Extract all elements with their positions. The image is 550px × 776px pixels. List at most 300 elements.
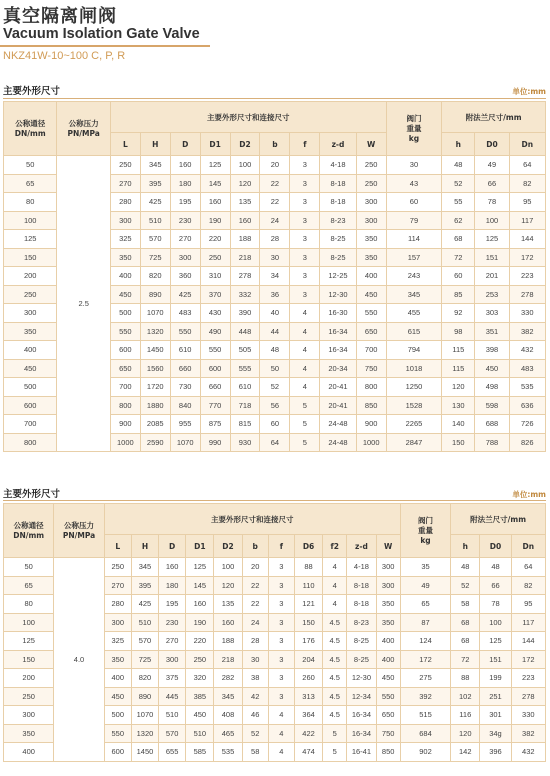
table-cell: 260 bbox=[294, 669, 322, 688]
table-cell: 200 bbox=[4, 669, 54, 688]
table-cell: 432 bbox=[511, 743, 545, 762]
table-cell: 251 bbox=[480, 687, 511, 706]
table-cell: 450 bbox=[110, 285, 140, 304]
table-cell: 700 bbox=[4, 415, 57, 434]
table-cell: 600 bbox=[110, 341, 140, 360]
table-cell: 160 bbox=[230, 211, 260, 230]
header-main-dimensions: 主要外形尺寸和连接尺寸 bbox=[110, 102, 386, 133]
table-cell: 85 bbox=[442, 285, 475, 304]
table-cell: 58 bbox=[242, 743, 268, 762]
table-cell: 400 bbox=[4, 743, 54, 762]
table-cell: 555 bbox=[230, 359, 260, 378]
column-header-l: L bbox=[104, 535, 131, 558]
table-cell: 300 bbox=[170, 248, 200, 267]
column-header-flange-h: h bbox=[451, 535, 480, 558]
table-cell: 3 bbox=[268, 595, 294, 614]
section-rule-2 bbox=[3, 500, 546, 501]
column-header-f: f bbox=[290, 133, 320, 156]
table-cell: 4 bbox=[290, 322, 320, 341]
table-cell: 280 bbox=[104, 595, 131, 614]
table-cell: 124 bbox=[400, 632, 450, 651]
table-cell: 1450 bbox=[131, 743, 158, 762]
table-cell: 1000 bbox=[110, 433, 140, 452]
table-cell: 345 bbox=[131, 558, 158, 577]
table-cell: 330 bbox=[511, 706, 545, 725]
table-cell: 650 bbox=[356, 322, 386, 341]
table-cell: 48 bbox=[442, 156, 475, 175]
table-cell: 270 bbox=[110, 174, 140, 193]
table-cell: 180 bbox=[170, 174, 200, 193]
table-cell: 34 bbox=[260, 267, 290, 286]
table-cell: 610 bbox=[230, 378, 260, 397]
table-cell: 3 bbox=[290, 174, 320, 193]
table-cell: 88 bbox=[451, 669, 480, 688]
table-cell: 88 bbox=[294, 558, 322, 577]
column-header-d1: D1 bbox=[200, 133, 230, 156]
table-cell: 30 bbox=[242, 650, 268, 669]
table-cell: 65 bbox=[4, 576, 54, 595]
table-cell: 58 bbox=[451, 595, 480, 614]
table-cell: 4-18 bbox=[320, 156, 356, 175]
column-header-f: f bbox=[268, 535, 294, 558]
table-cell: 500 bbox=[104, 706, 131, 725]
column-header-w: W bbox=[376, 535, 400, 558]
table-cell: 300 bbox=[4, 304, 57, 323]
table-cell: 100 bbox=[214, 558, 242, 577]
table-cell: 301 bbox=[480, 706, 511, 725]
table-cell: 300 bbox=[159, 650, 186, 669]
table-cell: 1070 bbox=[131, 706, 158, 725]
table-cell: 223 bbox=[511, 669, 545, 688]
table-cell: 150 bbox=[4, 248, 57, 267]
table-cell: 36 bbox=[260, 285, 290, 304]
table-cell: 12-30 bbox=[347, 669, 376, 688]
table-cell: 655 bbox=[159, 743, 186, 762]
table-cell: 445 bbox=[159, 687, 186, 706]
table-cell: 382 bbox=[509, 322, 545, 341]
table-cell: 660 bbox=[170, 359, 200, 378]
table-cell: 55 bbox=[442, 193, 475, 212]
table-cell: 199 bbox=[480, 669, 511, 688]
table-cell: 180 bbox=[159, 576, 186, 595]
table-cell: 788 bbox=[475, 433, 509, 452]
table-cell: 350 bbox=[104, 650, 131, 669]
table-cell: 230 bbox=[170, 211, 200, 230]
table-cell: 400 bbox=[356, 267, 386, 286]
table-cell: 142 bbox=[451, 743, 480, 762]
table-cell: 8-25 bbox=[320, 230, 356, 249]
table-cell: 510 bbox=[186, 724, 214, 743]
table-cell: 320 bbox=[186, 669, 214, 688]
table-cell: 278 bbox=[511, 687, 545, 706]
table-cell: 98 bbox=[442, 322, 475, 341]
table-cell: 465 bbox=[214, 724, 242, 743]
table-cell: 250 bbox=[356, 174, 386, 193]
table-cell: 22 bbox=[260, 174, 290, 193]
table-cell: 68 bbox=[451, 613, 480, 632]
table-cell: 422 bbox=[294, 724, 322, 743]
table-cell: 345 bbox=[386, 285, 442, 304]
table-cell: 135 bbox=[230, 193, 260, 212]
table-cell: 145 bbox=[200, 174, 230, 193]
table-cell: 160 bbox=[159, 558, 186, 577]
table-cell: 188 bbox=[214, 632, 242, 651]
table-cell: 3 bbox=[290, 156, 320, 175]
table-cell: 510 bbox=[131, 613, 158, 632]
table-cell: 350 bbox=[376, 595, 400, 614]
table-cell: 282 bbox=[214, 669, 242, 688]
table-cell: 250 bbox=[110, 156, 140, 175]
table-cell: 48 bbox=[451, 558, 480, 577]
table-cell: 35 bbox=[400, 558, 450, 577]
table-cell: 350 bbox=[4, 322, 57, 341]
table-row bbox=[4, 558, 546, 577]
table-cell: 425 bbox=[131, 595, 158, 614]
header-weight: 阀门 重量 kg bbox=[386, 102, 442, 156]
table-cell: 30 bbox=[386, 156, 442, 175]
table-cell: 80 bbox=[4, 595, 54, 614]
table-cell: 60 bbox=[386, 193, 442, 212]
column-header-d2: D2 bbox=[214, 535, 242, 558]
table-cell: 50 bbox=[4, 156, 57, 175]
table-cell: 400 bbox=[104, 669, 131, 688]
table-cell: 360 bbox=[170, 267, 200, 286]
table-cell: 125 bbox=[475, 230, 509, 249]
table-cell: 650 bbox=[110, 359, 140, 378]
column-header-d2: D2 bbox=[230, 133, 260, 156]
table-cell: 275 bbox=[400, 669, 450, 688]
table-cell: 270 bbox=[170, 230, 200, 249]
table-cell: 725 bbox=[131, 650, 158, 669]
table-cell: 172 bbox=[509, 248, 545, 267]
table-cell: 300 bbox=[110, 211, 140, 230]
table-cell: 100 bbox=[475, 211, 509, 230]
table-cell: 65 bbox=[4, 174, 57, 193]
table-cell: 20 bbox=[242, 558, 268, 577]
table-cell: 20-34 bbox=[320, 359, 356, 378]
table-cell: 350 bbox=[356, 248, 386, 267]
table-cell: 490 bbox=[200, 322, 230, 341]
table-cell: 600 bbox=[200, 359, 230, 378]
table-cell: 474 bbox=[294, 743, 322, 762]
table-cell: 600 bbox=[104, 743, 131, 762]
table-cell: 375 bbox=[159, 669, 186, 688]
table-cell: 535 bbox=[214, 743, 242, 762]
table-cell: 66 bbox=[480, 576, 511, 595]
table-cell: 351 bbox=[475, 322, 509, 341]
table-cell: 598 bbox=[475, 396, 509, 415]
table-cell: 730 bbox=[170, 378, 200, 397]
table-cell: 483 bbox=[170, 304, 200, 323]
table-cell: 770 bbox=[200, 396, 230, 415]
table-cell: 8-18 bbox=[320, 174, 356, 193]
table-cell: 840 bbox=[170, 396, 200, 415]
table-cell: 270 bbox=[159, 632, 186, 651]
table-cell: 120 bbox=[214, 576, 242, 595]
table-cell: 382 bbox=[511, 724, 545, 743]
table-cell: 8-23 bbox=[347, 613, 376, 632]
table-cell: 718 bbox=[230, 396, 260, 415]
column-header-flange-d0: D0 bbox=[480, 535, 511, 558]
table-cell: 300 bbox=[356, 193, 386, 212]
spec-table-1 bbox=[3, 101, 546, 452]
column-header-flange-h: h bbox=[442, 133, 475, 156]
table-cell: 450 bbox=[186, 706, 214, 725]
table-cell: 990 bbox=[200, 433, 230, 452]
table-cell: 300 bbox=[376, 576, 400, 595]
column-header-d: D bbox=[170, 133, 200, 156]
table-cell: 3 bbox=[268, 632, 294, 651]
spec-table-2 bbox=[3, 503, 546, 762]
table-cell: 3 bbox=[290, 248, 320, 267]
table-cell: 450 bbox=[475, 359, 509, 378]
table-cell: 28 bbox=[242, 632, 268, 651]
table-cell: 550 bbox=[170, 322, 200, 341]
table-cell: 615 bbox=[386, 322, 442, 341]
table-cell: 310 bbox=[200, 267, 230, 286]
header-flange-dimensions: 附法兰尺寸/mm bbox=[451, 504, 546, 535]
table-cell: 250 bbox=[200, 248, 230, 267]
table-cell: 1528 bbox=[386, 396, 442, 415]
table-cell: 110 bbox=[294, 576, 322, 595]
table-cell: 172 bbox=[511, 650, 545, 669]
table-cell: 46 bbox=[242, 706, 268, 725]
table-cell: 325 bbox=[104, 632, 131, 651]
table-cell: 395 bbox=[140, 174, 170, 193]
table-cell: 550 bbox=[356, 304, 386, 323]
unit-label-1: 单位:mm bbox=[512, 87, 546, 96]
table-cell: 64 bbox=[260, 433, 290, 452]
table-cell: 172 bbox=[400, 650, 450, 669]
page-title: 真空隔离闸阀 bbox=[3, 6, 117, 27]
column-header-flange-dn: Dn bbox=[509, 133, 545, 156]
table-cell: 425 bbox=[170, 285, 200, 304]
table-cell: 1720 bbox=[140, 378, 170, 397]
table-cell: 176 bbox=[294, 632, 322, 651]
header-pn: 公称压力 PN/MPa bbox=[57, 102, 110, 156]
table-cell: 44 bbox=[260, 322, 290, 341]
table-cell: 1000 bbox=[356, 433, 386, 452]
table-cell: 22 bbox=[242, 576, 268, 595]
table-cell: 49 bbox=[400, 576, 450, 595]
table-cell: 150 bbox=[294, 613, 322, 632]
table-cell: 448 bbox=[230, 322, 260, 341]
table-cell: 430 bbox=[200, 304, 230, 323]
table-cell: 700 bbox=[356, 341, 386, 360]
table-cell: 68 bbox=[451, 632, 480, 651]
pressure-value: 2.5 bbox=[57, 156, 110, 452]
table-cell: 117 bbox=[511, 613, 545, 632]
table-cell: 350 bbox=[356, 230, 386, 249]
table-cell: 4.5 bbox=[323, 650, 347, 669]
table-cell: 16-34 bbox=[320, 322, 356, 341]
table-cell: 16-41 bbox=[347, 743, 376, 762]
table-cell: 3 bbox=[290, 267, 320, 286]
table-cell: 300 bbox=[376, 558, 400, 577]
model-number: NKZ41W-10~100 C, P, R bbox=[3, 50, 126, 62]
table-cell: 78 bbox=[475, 193, 509, 212]
table-cell: 16-30 bbox=[320, 304, 356, 323]
table-cell: 95 bbox=[509, 193, 545, 212]
table-cell: 278 bbox=[509, 285, 545, 304]
table-cell: 201 bbox=[475, 267, 509, 286]
table-cell: 8-25 bbox=[320, 248, 356, 267]
table-cell: 515 bbox=[400, 706, 450, 725]
table-cell: 121 bbox=[294, 595, 322, 614]
table-cell: 68 bbox=[442, 230, 475, 249]
table-cell: 5 bbox=[290, 433, 320, 452]
table-cell: 4 bbox=[323, 576, 347, 595]
table-cell: 3 bbox=[268, 669, 294, 688]
table-cell: 364 bbox=[294, 706, 322, 725]
table-cell: 313 bbox=[294, 687, 322, 706]
table-cell: 200 bbox=[4, 267, 57, 286]
table-cell: 125 bbox=[4, 230, 57, 249]
table-cell: 79 bbox=[386, 211, 442, 230]
table-cell: 220 bbox=[200, 230, 230, 249]
table-cell: 50 bbox=[4, 558, 54, 577]
table-cell: 550 bbox=[110, 322, 140, 341]
table-cell: 875 bbox=[200, 415, 230, 434]
table-cell: 135 bbox=[214, 595, 242, 614]
table-cell: 125 bbox=[186, 558, 214, 577]
table-cell: 12-25 bbox=[320, 267, 356, 286]
table-cell: 3 bbox=[268, 613, 294, 632]
table-cell: 345 bbox=[140, 156, 170, 175]
table-cell: 52 bbox=[260, 378, 290, 397]
table-cell: 78 bbox=[480, 595, 511, 614]
table-cell: 5 bbox=[290, 415, 320, 434]
unit-label-2: 单位:mm bbox=[512, 490, 546, 499]
table-cell: 22 bbox=[260, 193, 290, 212]
table-cell: 223 bbox=[509, 267, 545, 286]
table-cell: 8-25 bbox=[347, 650, 376, 669]
table-cell: 195 bbox=[159, 595, 186, 614]
table-cell: 24-48 bbox=[320, 415, 356, 434]
table-cell: 900 bbox=[110, 415, 140, 434]
table-cell: 930 bbox=[230, 433, 260, 452]
table-cell: 42 bbox=[242, 687, 268, 706]
table-cell: 100 bbox=[4, 211, 57, 230]
table-cell: 498 bbox=[475, 378, 509, 397]
table-cell: 16-34 bbox=[320, 341, 356, 360]
table-cell: 72 bbox=[451, 650, 480, 669]
table-cell: 1450 bbox=[140, 341, 170, 360]
table-cell: 150 bbox=[442, 433, 475, 452]
table-cell: 250 bbox=[186, 650, 214, 669]
column-header-d: D bbox=[159, 535, 186, 558]
table-cell: 2265 bbox=[386, 415, 442, 434]
table-cell: 100 bbox=[4, 613, 54, 632]
table-cell: 636 bbox=[509, 396, 545, 415]
table-cell: 24 bbox=[260, 211, 290, 230]
table-cell: 300 bbox=[104, 613, 131, 632]
table-cell: 4 bbox=[290, 341, 320, 360]
table-cell: 114 bbox=[386, 230, 442, 249]
column-header-d1: D1 bbox=[186, 535, 214, 558]
section-title-2: 主要外形尺寸 bbox=[3, 489, 61, 500]
table-cell: 345 bbox=[214, 687, 242, 706]
pressure-value: 4.0 bbox=[54, 558, 104, 762]
table-cell: 1320 bbox=[131, 724, 158, 743]
table-cell: 8-23 bbox=[320, 211, 356, 230]
section-rule-1 bbox=[3, 98, 546, 99]
table-cell: 400 bbox=[376, 632, 400, 651]
table-cell: 570 bbox=[159, 724, 186, 743]
table-cell: 22 bbox=[242, 595, 268, 614]
column-header-flange-d0: D0 bbox=[475, 133, 509, 156]
column-header-h: H bbox=[131, 535, 158, 558]
table-cell: 688 bbox=[475, 415, 509, 434]
table-cell: 62 bbox=[442, 211, 475, 230]
table-cell: 120 bbox=[451, 724, 480, 743]
table-cell: 52 bbox=[442, 174, 475, 193]
table-cell: 684 bbox=[400, 724, 450, 743]
table-cell: 66 bbox=[475, 174, 509, 193]
table-cell: 750 bbox=[356, 359, 386, 378]
table-cell: 408 bbox=[214, 706, 242, 725]
table-cell: 350 bbox=[110, 248, 140, 267]
table-cell: 392 bbox=[400, 687, 450, 706]
table-cell: 890 bbox=[140, 285, 170, 304]
table-cell: 826 bbox=[509, 433, 545, 452]
table-cell: 190 bbox=[200, 211, 230, 230]
table-cell: 4.5 bbox=[323, 632, 347, 651]
table-cell: 116 bbox=[451, 706, 480, 725]
table-cell: 243 bbox=[386, 267, 442, 286]
table-cell: 24 bbox=[242, 613, 268, 632]
table-cell: 610 bbox=[170, 341, 200, 360]
table-cell: 900 bbox=[356, 415, 386, 434]
column-header-z-d: z-d bbox=[347, 535, 376, 558]
table-cell: 455 bbox=[386, 304, 442, 323]
table-cell: 332 bbox=[230, 285, 260, 304]
table-cell: 5 bbox=[323, 743, 347, 762]
table-cell: 510 bbox=[159, 706, 186, 725]
table-cell: 550 bbox=[376, 687, 400, 706]
table-cell: 140 bbox=[442, 415, 475, 434]
table-cell: 270 bbox=[104, 576, 131, 595]
table-cell: 4 bbox=[268, 743, 294, 762]
table-cell: 115 bbox=[442, 359, 475, 378]
table-cell: 535 bbox=[509, 378, 545, 397]
table-cell: 500 bbox=[110, 304, 140, 323]
title-underline bbox=[0, 45, 210, 47]
table-cell: 12-34 bbox=[347, 687, 376, 706]
table-row bbox=[4, 156, 546, 175]
table-cell: 4 bbox=[290, 304, 320, 323]
header-dn: 公称通径 DN/mm bbox=[4, 504, 54, 558]
table-cell: 120 bbox=[442, 378, 475, 397]
table-cell: 48 bbox=[480, 558, 511, 577]
table-cell: 325 bbox=[110, 230, 140, 249]
table-cell: 65 bbox=[400, 595, 450, 614]
column-header-b: b bbox=[260, 133, 290, 156]
page-subtitle: Vacuum Isolation Gate Valve bbox=[3, 26, 200, 42]
column-header-d6: D6 bbox=[294, 535, 322, 558]
table-cell: 100 bbox=[480, 613, 511, 632]
column-header-w: W bbox=[356, 133, 386, 156]
table-cell: 60 bbox=[260, 415, 290, 434]
table-cell: 218 bbox=[230, 248, 260, 267]
table-cell: 64 bbox=[511, 558, 545, 577]
table-cell: 115 bbox=[442, 341, 475, 360]
table-cell: 278 bbox=[230, 267, 260, 286]
table-cell: 95 bbox=[511, 595, 545, 614]
table-cell: 300 bbox=[4, 706, 54, 725]
table-cell: 2590 bbox=[140, 433, 170, 452]
table-cell: 40 bbox=[260, 304, 290, 323]
